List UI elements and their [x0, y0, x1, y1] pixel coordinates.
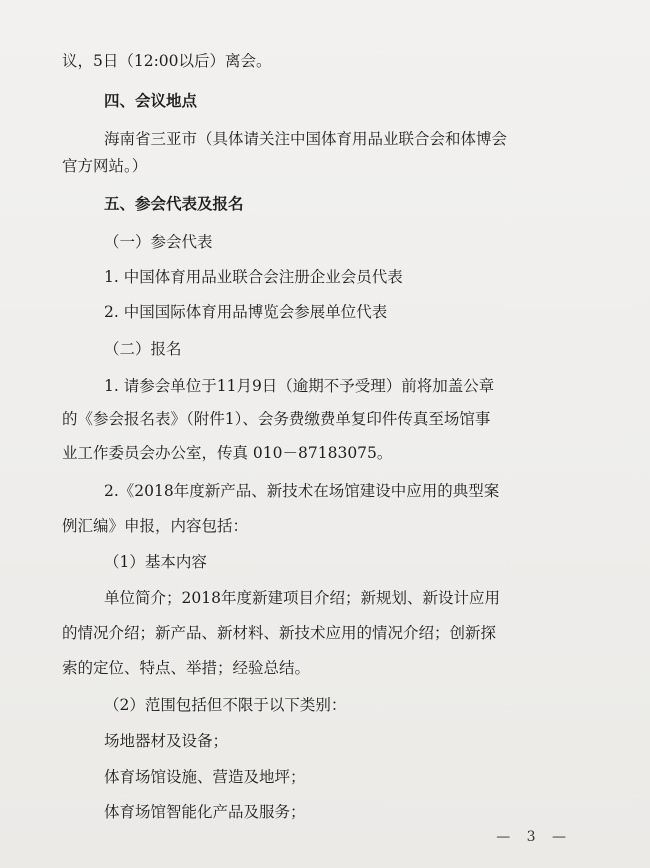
page-number: — 3 —: [496, 829, 572, 845]
text-line: 例汇编》申报，内容包括：: [62, 517, 249, 535]
text-line: 海南省三亚市（具体请关注中国体育用品业联合会和体博会: [104, 130, 508, 148]
text-line: 单位简介；2018年度新建项目介绍；新规划、新设计应用: [104, 589, 500, 607]
text-line: 2.《2018年度新产品、新技术在场馆建设中应用的典型案: [104, 482, 500, 500]
text-line: 2. 中国国际体育用品博览会参展单位代表: [104, 303, 388, 321]
text-line: 业工作委员会办公室，传真 010－87183075。: [62, 444, 393, 462]
text-line: 索的定位、特点、举措；经验总结。: [62, 659, 311, 677]
text-line: 体育场馆设施、营造及地坪；: [104, 768, 306, 786]
text-line: 的情况介绍；新产品、新材料、新技术应用的情况介绍；创新探: [62, 624, 497, 642]
text-line: （1）基本内容: [104, 553, 207, 571]
text-line: （2）范围包括但不限于以下类别：: [104, 696, 347, 714]
section-heading: 四、会议地点: [104, 92, 198, 110]
section-heading: 五、参会代表及报名: [104, 195, 244, 213]
text-line: （一）参会代表: [104, 233, 213, 251]
text-line: 1. 请参会单位于11月9日（逾期不予受理）前将加盖公章: [104, 377, 495, 395]
text-line: 场地器材及设备；: [104, 732, 229, 750]
text-line: 议，5日（12:00以后）离会。: [62, 52, 272, 70]
text-line: 官方网站。）: [62, 157, 148, 175]
text-line: 的《参会报名表》（附件1）、会务费缴费单复印件传真至场馆事: [62, 410, 491, 428]
text-line: 体育场馆智能化产品及服务；: [104, 803, 306, 821]
text-line: 1. 中国体育用品业联合会注册企业会员代表: [104, 268, 403, 286]
text-line: （二）报名: [104, 340, 182, 358]
